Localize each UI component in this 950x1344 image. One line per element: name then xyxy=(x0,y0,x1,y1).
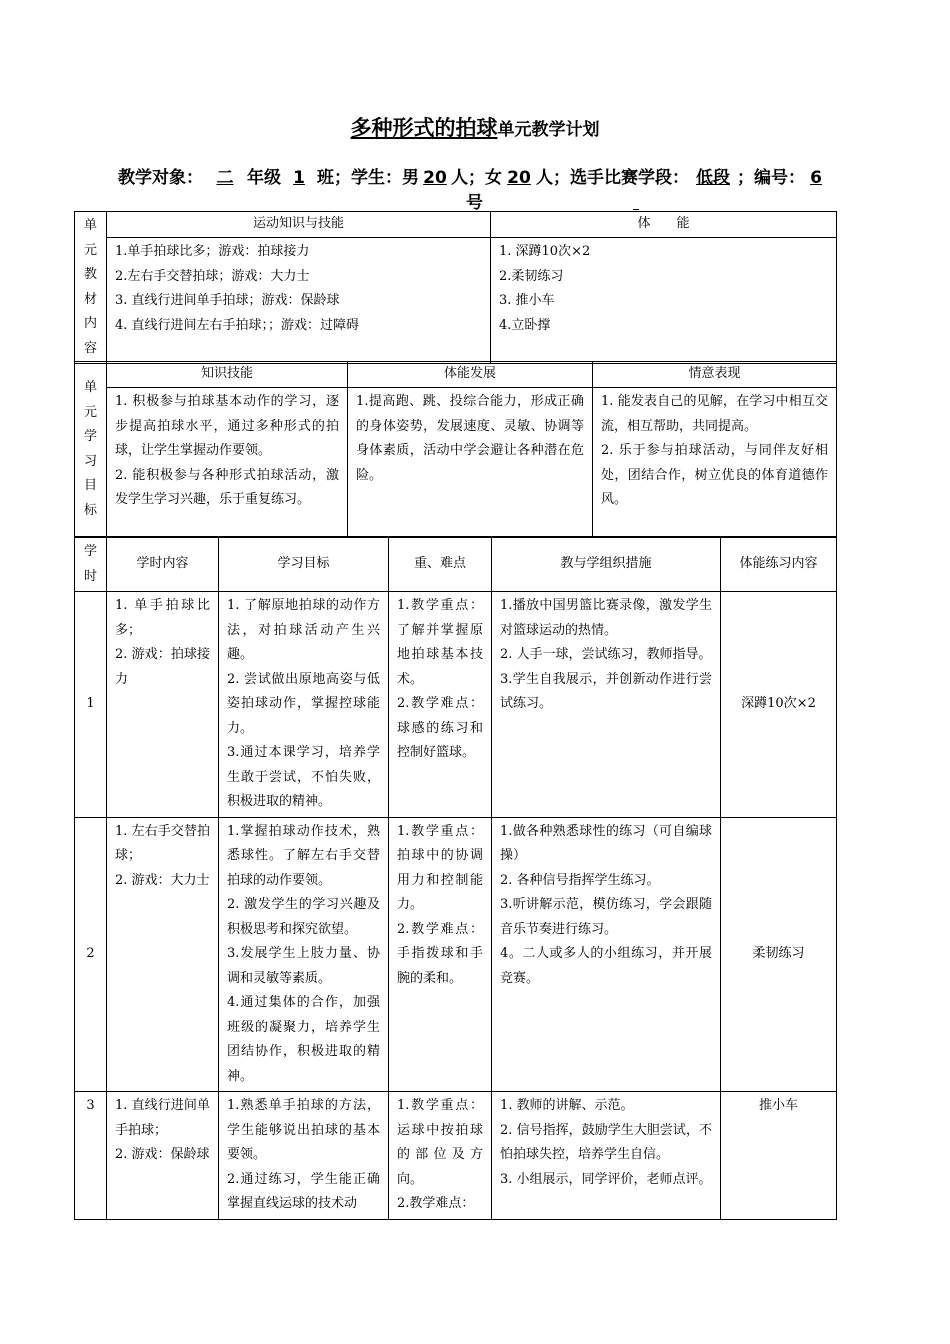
list-item: 2.左右手交替拍球；游戏：大力士 xyxy=(115,268,310,284)
table-row xyxy=(75,1092,837,1220)
class-suffix: 班；学生：男 xyxy=(317,168,419,188)
fitness-header: 体 能 xyxy=(491,212,837,238)
unit-goals-side-label: 单 元 学 习 目 标 xyxy=(75,362,107,537)
lesson-organization: 1.播放中国男篮比赛录像，激发学生对篮球运动的热情。 2. 人手一球，尝试练习，教师指导。 3.学生自我展示，并创新动作进行尝试练习。 xyxy=(492,592,721,818)
number-value: 6 xyxy=(810,168,822,188)
list-item: 1. 深蹲10次×2 xyxy=(499,244,591,260)
table-row xyxy=(75,592,837,818)
col-org-header: 教与学组织措施 xyxy=(492,538,721,592)
list-item: 3. 直线行进间单手拍球；游戏：保龄球 xyxy=(115,293,340,309)
info-line xyxy=(118,163,838,188)
unit-content-table xyxy=(74,211,837,364)
fitness-dev-cell: 1.提高跑、跳、投综合能力，形成正确的身体姿势，发展速度、灵敏、协调等身体素质，活动中学会避让各种潜在危险。 xyxy=(348,388,593,537)
lesson-organization: 1.做各种熟悉球性的练习（可自编球操） 2. 各种信号指挥学生练习。 3.听讲解示范，模仿练习，学会跟随音乐节奏进行练习。 4。二人或多人的小组练习，并开展竞赛。 xyxy=(492,817,721,1092)
page-title xyxy=(0,112,950,142)
skills-header: 运动知识与技能 xyxy=(107,212,491,238)
fitness-list xyxy=(491,238,837,364)
lesson-number: 3 xyxy=(75,1092,107,1220)
list-item: 1.单手拍球比多；游戏：拍球接力 xyxy=(115,244,310,260)
lesson-content: 1. 直线行进间单手拍球； 2. 游戏：保龄球 xyxy=(107,1092,219,1220)
knowledge-header: 知识技能 xyxy=(107,362,348,388)
lesson-content: 1. 单手拍球比多； 2. 游戏：拍球接力 xyxy=(107,592,219,818)
grade-value: 二 xyxy=(216,168,234,188)
title-suffix: 单元教学计划 xyxy=(497,120,600,140)
female-count: 20 xyxy=(507,168,531,188)
list-item: 4.立卧撑 xyxy=(499,317,551,333)
lessons-side-label: 学 时 xyxy=(75,538,107,592)
affect-cell: 1. 能发表自己的见解，在学习中相互交流，相互帮助，共同提高。 2. 乐于参与拍球活动，与同伴友好相处，团结合作，树立优良的体育道德作风。 xyxy=(593,388,837,537)
female-suffix: 人；选手比赛学段： xyxy=(536,168,689,188)
lesson-goals: 1.掌握拍球动作技术，熟悉球性。了解左右手交替拍球的动作要领。 2. 激发学生的学习兴趣及积极思考和探究欲望。 3.发展学生上肢力量、协调和灵敏等素质。 4.通过集体的合作，加强班级的凝聚力，培养学生团结协作，积极进取的精神。 xyxy=(219,817,389,1092)
knowledge-cell: 1. 积极参与拍球基本动作的学习，逐步提高拍球水平，通过多种形式的拍球，让学生掌握动作要领。 2. 能积极参与各种形式拍球活动，激发学生学习兴趣，乐于重复练习。 xyxy=(107,388,348,537)
class-value: 1 xyxy=(293,168,305,188)
info-line-2 xyxy=(466,188,796,213)
affect-header: 情意表现 xyxy=(593,362,837,388)
male-suffix: 人；女 xyxy=(451,168,502,188)
lesson-goals: 1. 了解原地拍球的动作方法，对拍球活动产生兴趣。 2. 尝试做出原地高姿与低姿拍球动作，掌握控球能力。 3.通过本课学习，培养学生敢于尝试，不怕失败，积极进取的精神。 xyxy=(219,592,389,818)
col-content-header: 学时内容 xyxy=(107,538,219,592)
number-suffix: 号 xyxy=(466,193,483,213)
stage-suffix: ；编号： xyxy=(737,168,805,188)
lessons-table xyxy=(74,537,837,1220)
grade-suffix: 年级 xyxy=(247,168,281,188)
lesson-fitness: 柔韧练习 xyxy=(721,817,837,1092)
title-main: 多种形式的拍球 xyxy=(350,116,498,140)
col-fitness-header: 体能练习内容 xyxy=(721,538,837,592)
lesson-number: 1 xyxy=(75,592,107,818)
unit-content-side-label: 单 元 教 材 内 容 xyxy=(75,212,107,364)
lesson-goals: 1.熟悉单手拍球的方法，学生能够说出拍球的基本要领。 2.通过练习，学生能正确掌握直线运球的技术动 xyxy=(219,1092,389,1220)
label-target: 教学对象： xyxy=(118,168,203,188)
lesson-keys: 1.教学重点：运球中按拍球的部位及方向。 2.教学难点： xyxy=(389,1092,492,1220)
lesson-organization: 1. 教师的讲解、示范。 2. 信号指挥，鼓励学生大胆尝试，不怕拍球失控，培养学生自信。 3. 小组展示，同学评价，老师点评。 xyxy=(492,1092,721,1220)
list-item: 4. 直线行进间左右手拍球；；游戏：过障碍 xyxy=(115,317,360,333)
male-count: 20 xyxy=(423,168,447,188)
col-goals-header: 学习目标 xyxy=(219,538,389,592)
table-row xyxy=(75,817,837,1092)
lesson-keys: 1.教学重点：了解并掌握原地拍球基本技术。 2.教学难点：球感的练习和控制好篮球。 xyxy=(389,592,492,818)
lesson-content: 1. 左右手交替拍球； 2. 游戏：大力士 xyxy=(107,817,219,1092)
unit-goals-table xyxy=(74,361,837,537)
fitness-dev-header: 体能发展 xyxy=(348,362,593,388)
stage-value: 低段 xyxy=(696,168,730,188)
col-keys-header: 重、难点 xyxy=(389,538,492,592)
skills-list xyxy=(107,238,491,364)
lesson-keys: 1.教学重点：拍球中的协调用力和控制能力。 2.教学难点：手指拨球和手腕的柔和。 xyxy=(389,817,492,1092)
list-item: 3. 推小车 xyxy=(499,293,555,309)
lesson-fitness: 深蹲10次×2 xyxy=(721,592,837,818)
list-item: 2.柔韧练习 xyxy=(499,268,564,284)
lesson-number: 2 xyxy=(75,817,107,1092)
lesson-fitness: 推小车 xyxy=(721,1092,837,1220)
